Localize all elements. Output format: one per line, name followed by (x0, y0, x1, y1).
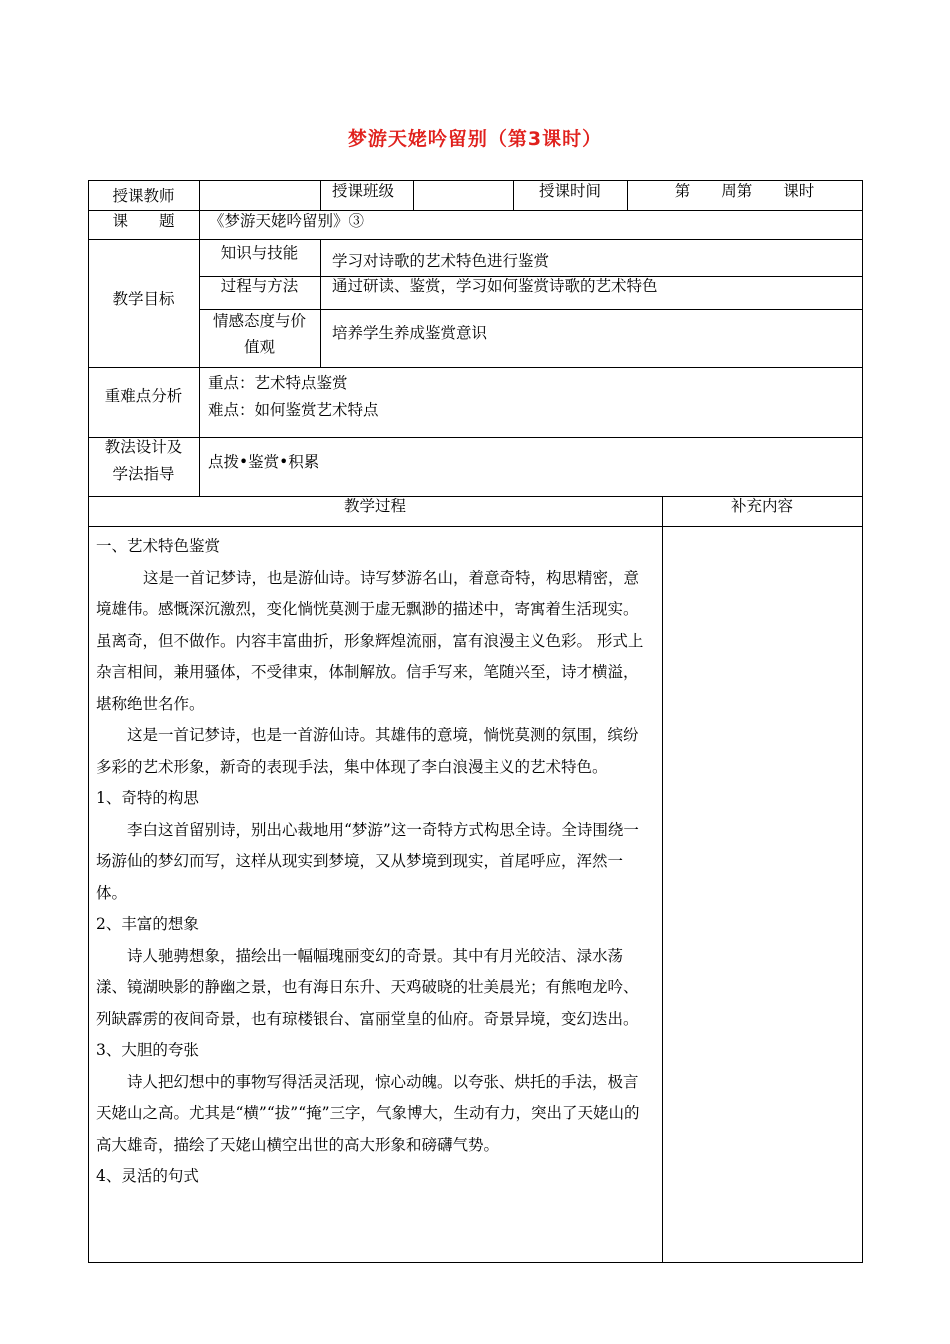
subheading: 2、丰富的想象 (96, 915, 199, 933)
method-value: 点拨•鉴赏•积累 (208, 453, 320, 471)
topic-value: 《梦游天姥吟留别》③ (209, 212, 365, 230)
time-label: 授课时间 (538, 182, 601, 200)
difficult-point-line: 难点：如何鉴赏艺术特点 (208, 401, 379, 419)
subheading: 1、奇特的构思 (96, 789, 199, 807)
goal-label-attitude-1: 情感态度与价 (212, 312, 306, 330)
key-point-line: 重点：艺术特点鉴赏 (208, 374, 348, 392)
process-body (96, 531, 651, 1193)
paragraph: 诗人把幻想中的事物写得活灵活现，惊心动魄。以夸张、烘托的手法，极言天姥山之高。尤其是“横”“拔”“掩”三字，气象博大，生动有力，突出了天姥山的高大雄奇，描绘了天姥山横空出世的高大形象和磅礴气势。 (96, 1072, 640, 1154)
topic-label: 课 题 (112, 212, 175, 230)
paragraph: 诗人驰骋想象，描绘出一幅幅瑰丽变幻的奇景。其中有月光皎洁、渌水荡漾、镜湖映影的静幽之景，也有海日东升、天鸡破晓的壮美晨光；有熊咆龙吟、列缺霹雳的夜间奇景，也有琼楼银台、富丽堂皇的仙府。奇景异境，变幻迭出。 (96, 946, 639, 1028)
class-label: 授课班级 (332, 182, 395, 200)
subheading: 4、灵活的句式 (96, 1167, 199, 1185)
process-header: 教学过程 (343, 497, 406, 515)
section-heading: 一、艺术特色鉴赏 (96, 537, 221, 555)
paragraph: 李白这首留别诗，别出心裁地用“梦游”这一奇特方式构思全诗。全诗围绕一场游仙的梦幻而写，这样从现实到梦境，又从梦境到现实，首尾呼应，浑然一体。 (96, 820, 639, 902)
paragraph: 这是一首记梦诗，也是游仙诗。诗写梦游名山，着意奇特，构思精密，意境雄伟。感慨深沉激烈，变化惝恍莫测于虚无飘渺的描述中，寄寓着生活现实。虽离奇，但不做作。内容丰富曲折，形象辉煌流丽，富有浪漫主义色彩。 形式上杂言相间，兼用骚体，不受律束，体制解放。信手写来，笔随兴至，诗才横溢，堪称绝世名作。 (96, 568, 644, 713)
goal-label-knowledge: 知识与技能 (220, 244, 299, 262)
goals-label: 教学目标 (112, 290, 175, 308)
teacher-label: 授课教师 (112, 187, 175, 205)
goal-value-attitude: 培养学生养成鉴赏意识 (332, 324, 488, 342)
goal-value-process: 通过研读、鉴赏，学习如何鉴赏诗歌的艺术特色 (332, 277, 658, 295)
goal-label-attitude-2: 值观 (243, 338, 275, 356)
key-points-label: 重难点分析 (104, 387, 183, 405)
supplement-header: 补充内容 (730, 497, 793, 515)
goal-label-process: 过程与方法 (220, 277, 299, 295)
method-label-1: 教法设计及 (104, 438, 183, 456)
paragraph: 这是一首记梦诗，也是一首游仙诗。其雄伟的意境，惝恍莫测的氛围，缤纷多彩的艺术形象，新奇的表现手法，集中体现了李白浪漫主义的艺术特色。 (96, 726, 639, 776)
week-text: 第 周第 课时 (674, 182, 815, 200)
goal-value-knowledge: 学习对诗歌的艺术特色进行鉴赏 (332, 252, 550, 270)
subheading: 3、大胆的夸张 (96, 1041, 199, 1059)
method-label-2: 学法指导 (112, 465, 175, 483)
page-title: 梦游天姥吟留别（第3课时） (347, 128, 603, 150)
